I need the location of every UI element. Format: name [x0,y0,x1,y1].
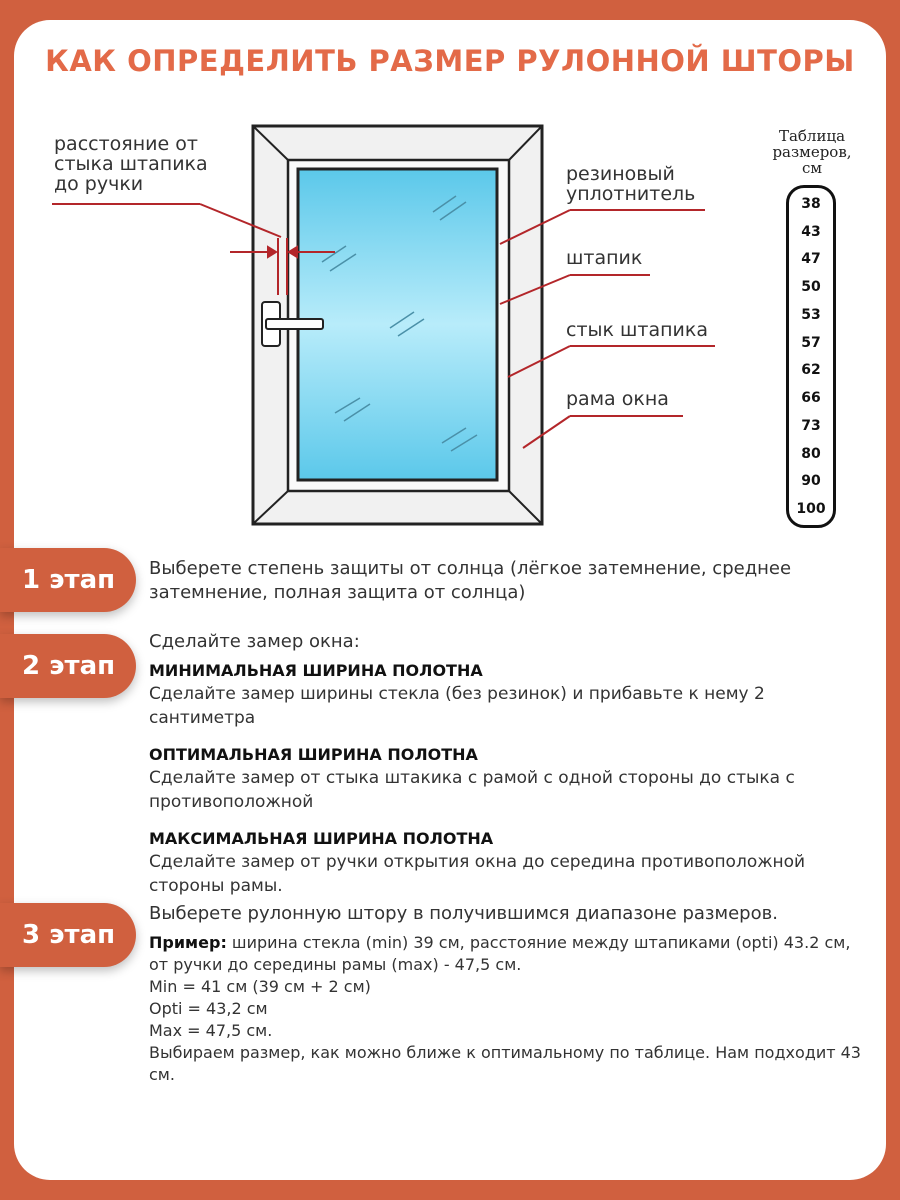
step-3-content [149,902,869,1086]
step-2-intro: Сделайте замер окна: [149,631,360,652]
step-2-content [149,630,869,906]
size-value: 47 [801,251,821,268]
page-title: КАК ОПРЕДЕЛИТЬ РАЗМЕР РУЛОННОЙ ШТОРЫ [45,44,855,78]
example-conclusion: Выбираем размер, как можно ближе к оптимальному по таблице. Нам подходит 43 см. [149,1043,861,1084]
example-label: Пример: [149,933,227,952]
label-bead-joint: стык штапика [566,319,709,341]
size-value: 38 [801,195,821,212]
step-3-intro: Выберете рулонную штору в получившимся диапазоне размеров. [149,903,778,924]
size-value: 50 [801,279,821,296]
min-width-block [149,660,869,730]
example-line-max: Max = 47,5 см. [149,1021,273,1040]
label-bead: штапик [566,247,643,269]
size-value: 62 [801,362,821,379]
size-value: 100 [796,501,826,518]
opt-width-text: Сделайте замер от стыка штакика с рамой с одной стороны до стыка с противоположной [149,768,795,812]
size-value: 53 [801,306,821,323]
max-width-block [149,828,869,898]
min-width-text: Сделайте замер ширины стекла (без резинок) и прибавьте к нему 2 сантиметра [149,684,765,728]
size-value: 73 [801,417,821,434]
label-window-frame: рама окна [566,388,669,410]
example-line-min: Min = 41 см (39 см + 2 см) [149,977,371,996]
window-handle-lever [266,319,323,329]
example-line-opti: Opti = 43,2 см [149,999,268,1018]
size-value: 80 [801,445,821,462]
size-table [786,185,836,528]
opt-width-block [149,744,869,814]
max-width-text: Сделайте замер от ручки открытия окна до середина противоположной стороны рамы. [149,852,806,896]
min-width-heading: МИНИМАЛЬНАЯ ШИРИНА ПОЛОТНА [149,661,483,680]
window-diagram [0,0,900,540]
label-rubber-seal: резиновый уплотнитель [566,163,696,205]
opt-width-heading: ОПТИМАЛЬНАЯ ШИРИНА ПОЛОТНА [149,745,478,764]
step-1-badge: 1 этап [0,548,136,612]
step-1-text: Выберете степень защиты от солнца (лёгкое затемнение, среднее затемнение, полная защита от солнца) [149,558,792,603]
step-1-content [149,557,869,605]
example-body: ширина стекла (min) 39 см, расстояние между штапиками (opti) 43.2 см, от ручки до середины рамы (max) - 47,5 см. [149,933,851,974]
size-value: 90 [801,473,821,490]
max-width-heading: МАКСИМАЛЬНАЯ ШИРИНА ПОЛОТНА [149,829,494,848]
step-3-badge: 3 этап [0,903,136,967]
label-distance: расстояние от стыка штапика до ручки [54,133,208,195]
step-2-badge: 2 этап [0,634,136,698]
window-glass [298,169,497,480]
size-value: 43 [801,223,821,240]
size-value: 66 [801,390,821,407]
size-value: 57 [801,334,821,351]
example-text [149,932,869,976]
size-table-caption: Таблица размеров, см [772,127,852,177]
